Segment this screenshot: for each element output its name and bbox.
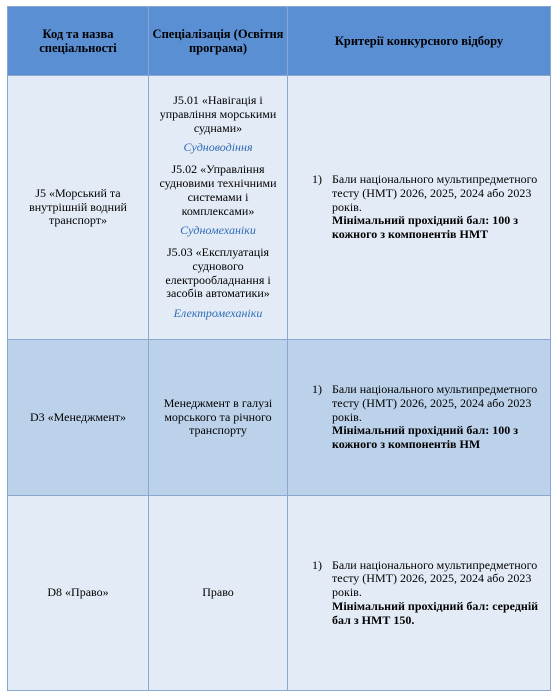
- criteria-item: [288, 383, 550, 452]
- criteria-text: Бали національного мультипредметного тесту (НМТ) 2026, 2025, 2024 або 2023 років.: [332, 172, 538, 214]
- table-row: [8, 340, 551, 496]
- program-name: J5.01 «Навігація і управління морськими суднами»: [159, 92, 277, 135]
- qualification-label: Судномеханіки: [180, 223, 256, 238]
- criteria-number: 1): [312, 382, 322, 396]
- specialization-cell: [149, 76, 288, 340]
- criteria-min-score: Мінімальний прохідний бал: 100 з кожного з компонентів НМ: [332, 423, 519, 452]
- specialization-cell: Менеджмент в галузі морського та річного транспорту: [149, 340, 288, 496]
- qualification-label: Судноводіння: [183, 140, 253, 155]
- criteria-number: 1): [312, 557, 322, 572]
- criteria-item: [288, 559, 550, 628]
- criteria-cell: [288, 340, 551, 496]
- program-name: J5.02 «Управління судновими технічними системами і комплексами»: [159, 162, 277, 218]
- header-specialty: Код та назва спеціальності: [8, 7, 149, 76]
- criteria-number: 1): [312, 172, 322, 186]
- criteria-text: Бали національного мультипредметного тесту (НМТ) 2026, 2025, 2024 або 2023 років.: [332, 557, 538, 600]
- specialty-cell: D3 «Менеджмент»: [8, 340, 149, 496]
- specialization-cell: Право: [149, 496, 288, 691]
- criteria-cell: [288, 76, 551, 340]
- table-row: [8, 496, 551, 691]
- admission-criteria-table: [7, 6, 551, 691]
- table-row: [8, 76, 551, 340]
- criteria-item: [288, 173, 550, 242]
- qualification-label: Електромеханіки: [173, 306, 263, 321]
- table-header-row: [8, 7, 551, 76]
- program-name: J5.03 «Експлуатація суднового електрообладнання і засобів автоматики»: [165, 245, 271, 301]
- criteria-min-score: Мінімальний прохідний бал: 100 з кожного з компонентів НМТ: [332, 213, 519, 242]
- criteria-min-score: Мінімальний прохідний бал: середній бал з НМТ 150.: [332, 598, 539, 627]
- header-specialization: Спеціалізація (Освітня програма): [149, 7, 288, 76]
- specialty-cell: J5 «Морський та внутрішній водний транспорт»: [8, 76, 149, 340]
- criteria-text: Бали національного мультипредметного тесту (НМТ) 2026, 2025, 2024 або 2023 років.: [332, 382, 538, 424]
- criteria-cell: [288, 496, 551, 691]
- specialty-cell: D8 «Право»: [8, 496, 149, 691]
- header-criteria: Критерії конкурсного відбору: [288, 7, 551, 76]
